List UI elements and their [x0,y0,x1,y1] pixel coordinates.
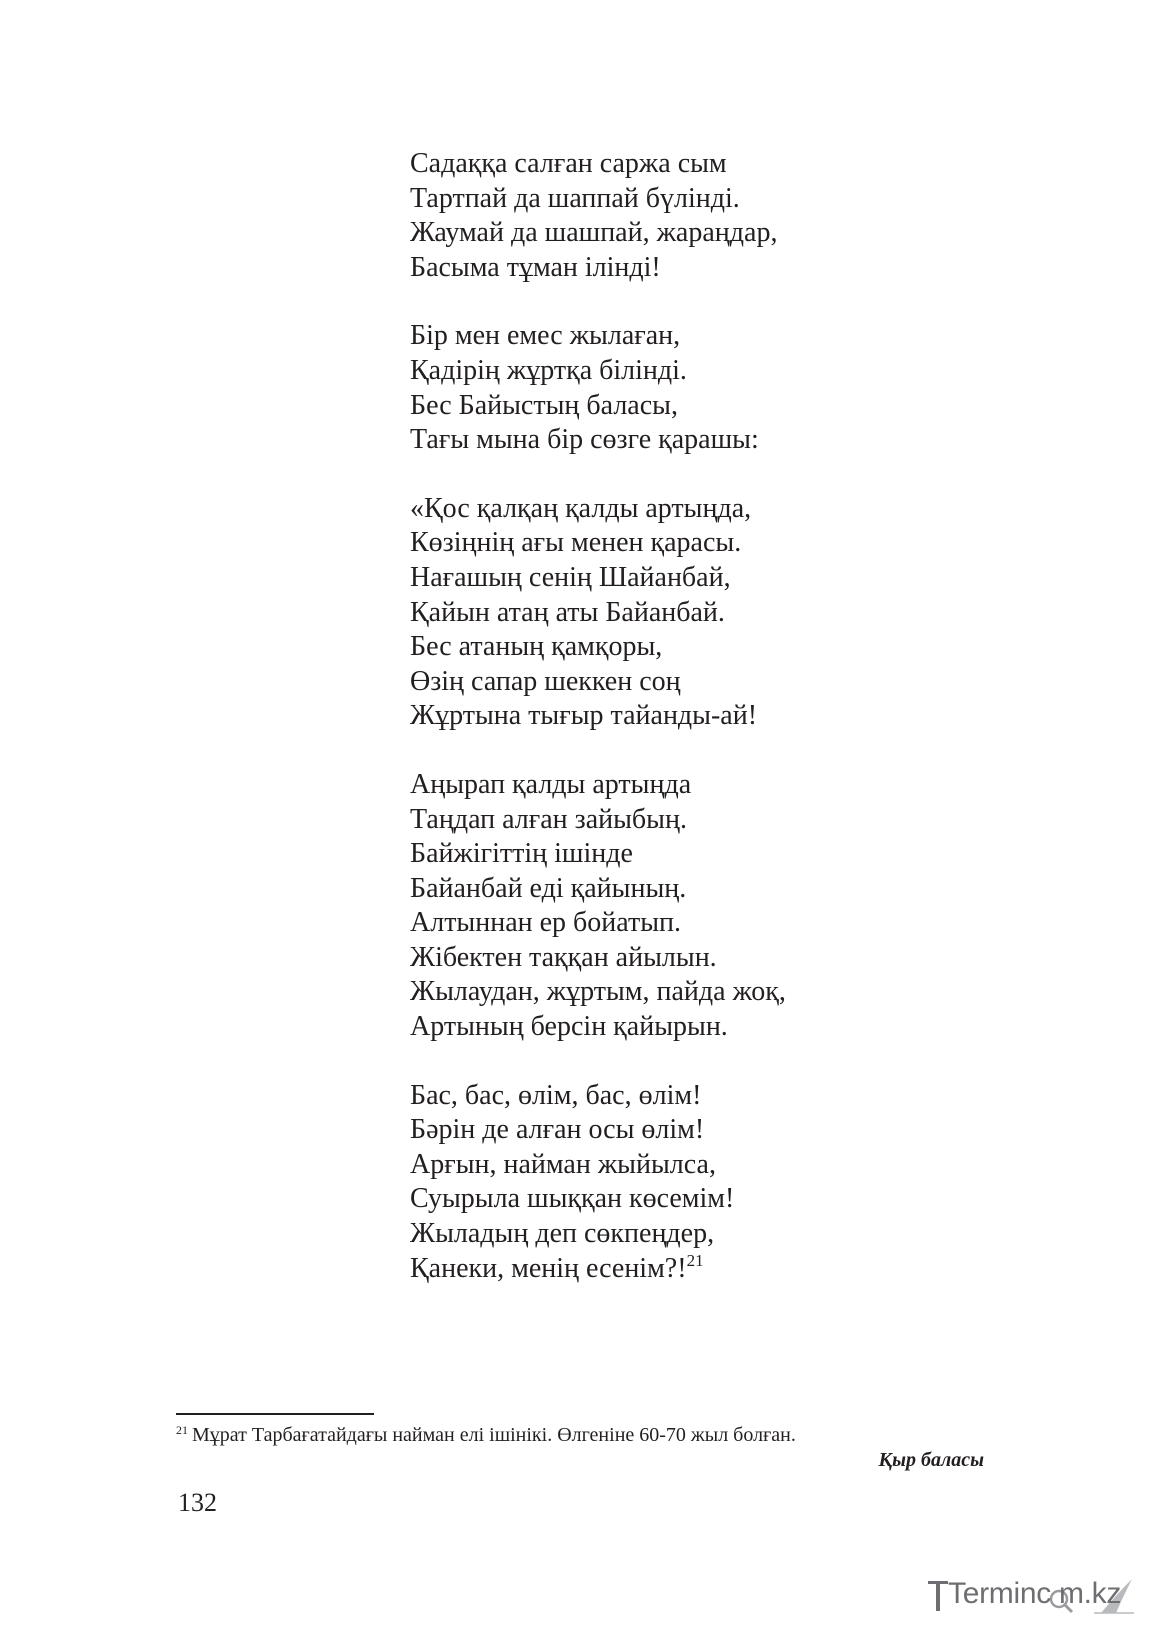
footnote-reference[interactable]: 21 [686,1250,704,1270]
poem-line: Байанбай еді қайының. [410,872,687,904]
poem-line: Таңдап алған зайыбың. [410,803,687,835]
poem-line: Қадірің жұртқа білінді. [410,354,687,386]
poem-line: Бес Байыстың баласы, [410,389,678,421]
footnote-text: Мұрат Тарбағатайдағы найман елі ішінікі. Өлгеніне 60-70 жыл болған. [192,1424,796,1446]
poem-line: Бес атаның қамқоры, [410,631,663,663]
poem-line: Жібектен таққан айылын. [410,941,717,973]
poem-line: Жылаудан, жұртым, пайда жоқ, [410,976,786,1008]
poem-line: Суырыла шыққан көсемім! [410,1183,735,1215]
footnote-marker: 21 [176,1423,188,1437]
stanza-4 [410,768,970,1045]
poem-line: Бас, бас, өлім, бас, өлім! [410,1079,702,1111]
poem-line: Жаумай да шашпай, жараңдар, [410,217,778,249]
poem-line: Басыма тұман ілінді! [410,251,661,283]
poem-line: Жыладың деп сөкпеңдер, [410,1218,715,1250]
footnote [176,1423,796,1447]
poem-line: Тағы мына бір сөзге қарашы: [410,424,759,456]
poem-line: Нағашың сенің Шайанбай, [410,561,731,593]
poem-line: Бәрін де алған осы өлім! [410,1114,705,1146]
footnote-divider [176,1413,374,1415]
poem-line: Байжігіттің ішінде [410,838,633,870]
poem [410,147,970,1320]
poem-line-with-footnote [410,1252,970,1287]
running-title: Қыр баласы [878,1449,984,1471]
poem-line: Тартпай да шаппай бүлінді. [410,182,740,214]
page-number: 132 [178,1488,217,1517]
poem-line: Жұртына тығыр тайанды-ай! [410,700,758,732]
poem-line: Арғын, найман жыйылса, [410,1148,716,1180]
watermark-text: Terminc m.kz [948,1577,1122,1610]
poem-line: Өзің сапар шеккен соң [410,665,681,697]
stanza-3 [410,492,970,734]
stanza-1 [410,147,970,285]
poem-line-text: Қанеки, менің есенім?! [410,1252,687,1284]
stanza-2 [410,319,970,457]
stanza-5 [410,1079,970,1287]
poem-line: Бір мен емес жылаған, [410,320,681,352]
poem-line: Садаққа салған саржа сым [410,148,727,179]
poem-line: Қайын атаң аты Байанбай. [410,596,725,628]
watermark-logo [926,1575,1136,1615]
poem-line: Көзіңнің ағы менен қарасы. [410,527,742,559]
poem-line: Артының берсін қайырын. [410,1011,728,1043]
poem-line: Алтыннан ер бойатып. [410,907,682,939]
poem-line: Аңырап қалды артыңда [410,768,692,800]
poem-line: «Қос қалқаң қалды артыңда, [410,492,752,524]
